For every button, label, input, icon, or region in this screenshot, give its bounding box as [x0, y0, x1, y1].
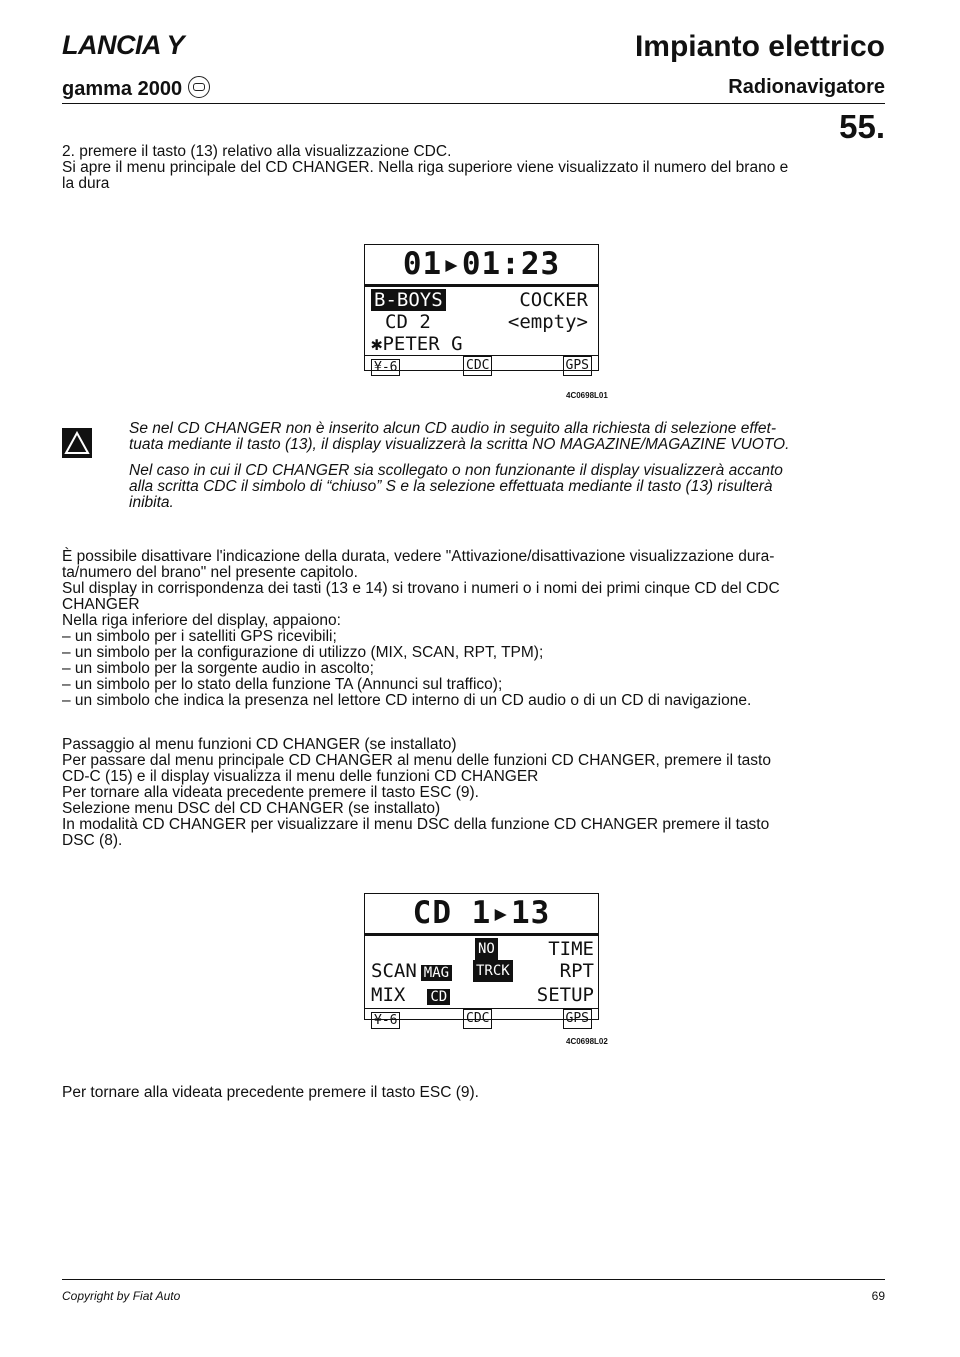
rpt-function: RPT: [559, 960, 594, 982]
mag-function: MAG: [421, 965, 452, 981]
body-line: Per tornare alla videata precedente premere il tasto ESC (9).: [62, 1084, 479, 1101]
car-badge-icon: [188, 76, 210, 98]
cd-slot-name: CD 2: [385, 311, 431, 333]
track-time-readout: 01▸01:23: [365, 245, 598, 287]
body-line: Passaggio al menu funzioni CD CHANGER (se installato): [62, 736, 457, 753]
list-item: – un simbolo per i satelliti GPS ricevibili;: [62, 628, 337, 645]
body-line: Selezione menu DSC del CD CHANGER (se installato): [62, 800, 441, 817]
cd-slot-name: COCKER: [519, 289, 588, 311]
warning-line: tuata mediante il tasto (13), il display visualizzerà la scritta NO MAGAZINE/MAGAZINE VUOTO.: [129, 436, 790, 453]
gps-status-icon: GPS: [563, 1009, 592, 1029]
body-line: Per tornare alla videata precedente premere il tasto ESC (9).: [62, 784, 479, 801]
section-number: 55.: [839, 108, 885, 145]
figure-code: 4C0698L02: [566, 1037, 608, 1046]
body-text-2: [62, 737, 892, 849]
cd-track-readout: CD 1▸13: [365, 894, 598, 936]
cd-function: CD: [427, 989, 450, 1005]
display-row-3: [365, 333, 598, 355]
list-item: – un simbolo per la sorgente audio in ascolto;: [62, 660, 374, 677]
closing-text: [62, 1085, 892, 1101]
gps-satellite-icon: ¥-6: [371, 1012, 400, 1029]
header-rule: [62, 103, 885, 104]
model-range: [62, 76, 210, 101]
intro-line: 2. premere il tasto (13) relativo alla visualizzazione CDC.: [62, 143, 452, 160]
body-line: Per passare dal menu principale CD CHANGER al menu delle funzioni CD CHANGER, premere il tasto: [62, 752, 771, 769]
display-status-row: [365, 1008, 598, 1030]
setup-function: SETUP: [536, 984, 594, 1006]
track-function: TRCK: [473, 960, 513, 982]
body-line: In modalità CD CHANGER per visualizzare il menu DSC della funzione CD CHANGER premere il tasto: [62, 816, 770, 833]
warning-line: Se nel CD CHANGER non è inserito alcun CD audio in seguito alla richiesta di selezione effet-: [129, 420, 777, 437]
warning-line: Nel caso in cui il CD CHANGER sia scollegato o non funzionante il display visualizzerà accanto: [129, 462, 783, 479]
list-item: – un simbolo per la configurazione di utilizzo (MIX, SCAN, RPT, TPM);: [62, 644, 544, 661]
display-row-1: [365, 289, 598, 311]
no-function: NO: [475, 938, 498, 960]
gps-satellite-icon: ¥-6: [371, 359, 400, 376]
time-function: TIME: [548, 938, 594, 960]
display-row-2: [365, 960, 598, 984]
cdc-source-icon: CDC: [463, 356, 492, 376]
cd-slot-name: ✱PETER G: [371, 333, 463, 355]
cd-changer-display: [364, 244, 599, 375]
copyright: Copyright by Fiat Auto: [62, 1289, 181, 1303]
body-line: DSC (8).: [62, 832, 123, 849]
body-line: Nella riga inferiore del display, appaiono:: [62, 612, 341, 629]
range-label: gamma 2000: [62, 78, 183, 100]
cd-changer-functions-display: [364, 893, 599, 1028]
display-row-1: [365, 938, 598, 960]
intro-text: [62, 144, 892, 192]
scan-function: SCAN: [371, 960, 417, 982]
warning-icon: [62, 428, 92, 458]
cd-slot-selected: B-BOYS: [371, 289, 446, 311]
cd-slot-name: <empty>: [507, 311, 588, 333]
warning-line: alla scritta CDC il simbolo di “chiuso” S e la selezione effettuata mediante il tasto (13) risulterà: [129, 478, 773, 495]
intro-line: la dura: [62, 175, 110, 192]
body-line: È possibile disattivare l'indicazione della durata, vedere "Attivazione/disattivazione visualizzazione dura-: [62, 548, 775, 565]
list-item: – un simbolo che indica la presenza nel lettore CD interno di un CD audio o di un CD di navigazione.: [62, 692, 752, 709]
body-line: Sul display in corrispondenza dei tasti (13 e 14) si trovano i numeri o i nomi dei primi cinque CD del CDC: [62, 580, 780, 597]
display-status-row: [365, 355, 598, 377]
body-text-1: [62, 549, 892, 709]
cdc-source-icon: CDC: [463, 1009, 492, 1029]
intro-line: Si apre il menu principale del CD CHANGER. Nella riga superiore viene visualizzato il numero del brano e: [62, 159, 789, 176]
figure-code: 4C0698L01: [566, 391, 608, 400]
body-line: CHANGER: [62, 596, 140, 613]
gps-status-icon: GPS: [563, 356, 592, 376]
footer-rule: [62, 1279, 885, 1280]
display-row-3: [365, 984, 598, 1008]
brand-title: LANCIA Y: [62, 30, 185, 60]
page-number: 69: [871, 1289, 885, 1303]
warning-line: inibita.: [129, 494, 174, 511]
body-line: ta/numero del brano" nel presente capitolo.: [62, 564, 358, 581]
document-subtitle: Radionavigatore: [728, 76, 885, 98]
display-row-2: [365, 311, 598, 333]
mix-function: MIX: [371, 984, 406, 1006]
list-item: – un simbolo per lo stato della funzione TA (Annunci sul traffico);: [62, 676, 503, 693]
document-title: Impianto elettrico: [634, 30, 885, 63]
body-line: CD-C (15) e il display visualizza il menu delle funzioni CD CHANGER: [62, 768, 539, 785]
warning-note: [129, 421, 899, 511]
